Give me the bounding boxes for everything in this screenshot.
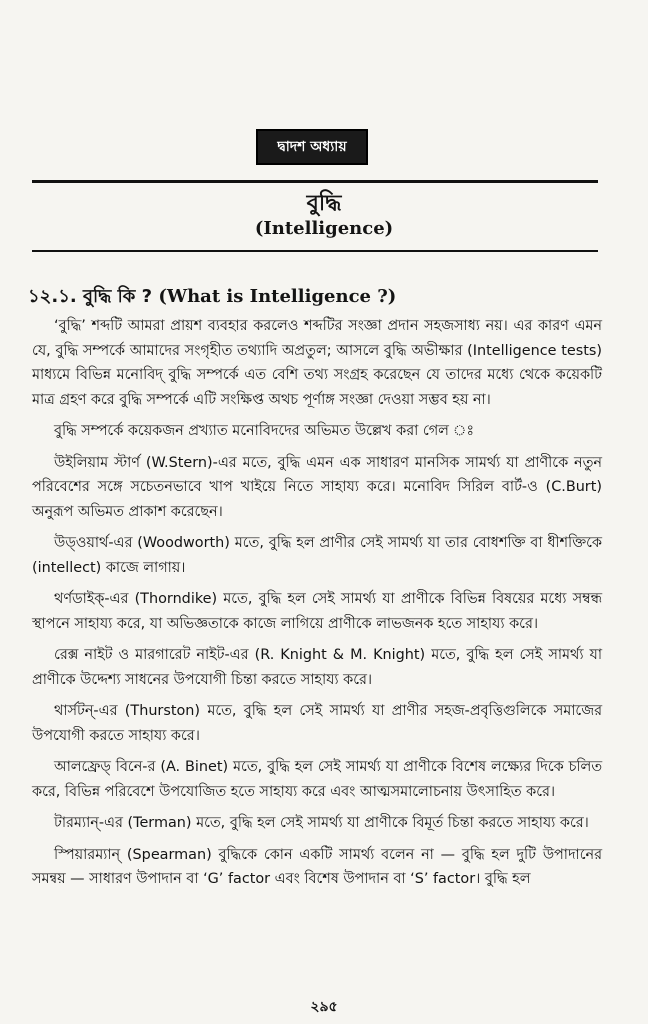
paragraph-opinions-lead: বুদ্ধি সম্পর্কে কয়েকজন প্রখ্যাত মনোবিদদের অভিমত উল্লেখ করা গেল ঃ (54, 423, 475, 439)
chapter-label: দ্বাদশ অধ্যায় (277, 139, 347, 155)
paragraph-terman: টারম্যান্-এর (Terman) মতে, বুদ্ধি হল সেই সামর্থ্য যা প্রাণীকে বিমূর্ত চিন্তা করতে সাহায্য করে। (54, 815, 589, 831)
chapter-label-box (256, 129, 368, 165)
paragraph-spearman: স্পিয়ারম্যান্ (Spearman) বুদ্ধিকে কোন একটি সামর্থ্য বলেন না — বুদ্ধি হল দুটি উপাদানের সমন্বয় — সাধারণ উপাদান বা ‘G’ factor এবং বিশেষ উপাদান বা ‘S’ factor। বুদ্ধি হল (32, 846, 602, 887)
paragraph-stern: উইলিয়াম স্টার্ণ (W.Stern)-এর মতে, বুদ্ধি এমন এক সাধারণ মানসিক সামর্থ্য যা প্রাণীকে নতুন পরিবেশের সঙ্গে সচেতনভাবে খাপ খাইয়ে নিতে সাহায্য করে। মনোবিদ সিরিল বার্ট-ও (C.Burt) অনুরূপ অভিমত প্রাকাশ করেছেন। (32, 454, 602, 520)
bottom-rule (32, 250, 598, 252)
paragraph-intro: ‘বুদ্ধি’ শব্দটি আমরা প্রায়শ ব্যবহার করলেও শব্দটির সংজ্ঞা প্রদান সহজসাধ্য নয়। এর কারণ এমন যে, বুদ্ধি সম্পর্কে আমাদের সংগৃহীত তথ্যাদি অপ্রতুল; আসলে বুদ্ধি অভীক্ষার (Intelligence tests) মাধ্যমে বিভিন্ন মনোবিদ্ বুদ্ধি সম্পর্কে এত বেশি তথ্য সংগ্রহ করেছেন যে তাদের মধ্যে থেকে কয়েকটি মাত্র গ্রহণ করে বুদ্ধি সম্পর্কে এটি সংক্ষিপ্ত অথচ পূর্ণাঙ্গ সংজ্ঞা দেওয়া সম্ভব হয় না। (32, 318, 602, 408)
body-text (32, 314, 602, 899)
paragraph-knight: রেক্স নাইট ও মারগারেট নাইট-এর (R. Knight & M. Knight) মতে, বুদ্ধি হল সেই সামর্থ্য যা প্রাণীকে উদ্দেশ্য সাধনের উপযোগী চিন্তা করতে সাহায্য করে। (32, 647, 602, 688)
section-heading (28, 282, 608, 313)
section-heading-english: (What is Intelligence ?) (158, 286, 397, 307)
top-rule (32, 180, 598, 183)
paragraph-thurston: থার্সটন্-এর (Thurston) মতে, বুদ্ধি হল সেই সামর্থ্য যা প্রাণীর সহজ-প্রবৃত্তিগুলিকে সমাজের উপযোগী করতে সাহায্য করে। (32, 703, 602, 744)
paragraph-thorndike: থর্ণডাইক্-এর (Thorndike) মতে, বুদ্ধি হল সেই সামর্থ্য যা প্রাণীকে বিভিন্ন বিষয়ের মধ্যে সম্বন্ধ স্থাপনে সাহায্য করে, যা অভিজ্ঞতাকে কাজে লাগিয়ে প্রাণীকে লাভজনক হতে সাহায্য করে। (32, 591, 602, 632)
paragraph-binet: আলফ্রেড্ বিনে-র (A. Binet) মতে, বুদ্ধি হল সেই সামর্থ্য যা প্রাণীকে বিশেষ লক্ষ্যের দিকে চলিত করে, বিভিন্ন পরিবেশে উপযোজিত হতে সাহায্য করে এবং আত্মসমালোচনায় উৎসাহিত করে। (32, 759, 602, 800)
section-number: ১২.১. বুদ্ধি কি ? (28, 286, 159, 307)
page-number: ২৯৫ (310, 999, 338, 1015)
chapter-title-english: (Intelligence) (254, 218, 394, 239)
paragraph-woodworth: উড্‌ওয়ার্থ-এর (Woodworth) মতে, বুদ্ধি হল প্রাণীর সেই সামর্থ্য যা তার বোধশক্তি বা ধীশক্তিকে (intellect) কাজে লাগায়। (32, 535, 602, 576)
chapter-title-bengali: বুদ্ধি (306, 191, 342, 216)
